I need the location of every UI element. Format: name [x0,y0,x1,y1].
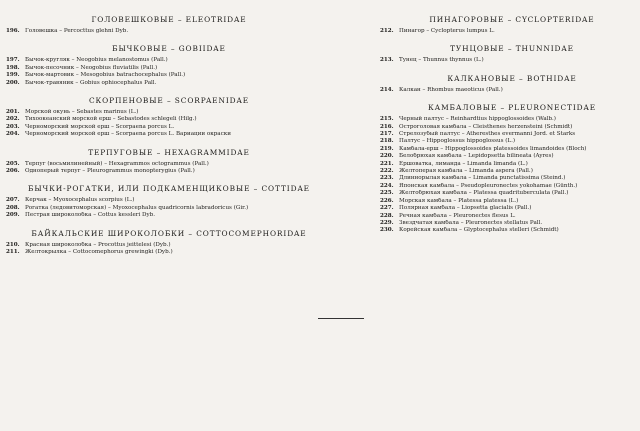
species-entry [6,116,324,123]
family-title: ТУНЦОВЫЕ – THUNNIDAE [450,44,574,54]
entry-text: Бычок-кругляк – Neogobius melanostomus (Pall.) [25,57,168,64]
family-title: КАЛКАНОВЫЕ – BOTHIDAE [447,73,577,83]
entry-text: Палтус – Hippoglossus hippoglossus (L.) [399,138,516,145]
entry-number: 203. [6,123,20,130]
species-entry [380,138,638,145]
species-entry [6,212,324,219]
family-section [6,95,324,139]
entry-number: 220. [380,153,394,160]
entry-text: Ершоватка, лиманда – Limanda limanda (L.) [399,160,528,167]
entry-number: 205. [6,160,20,167]
species-entry [6,80,324,87]
species-entry [6,161,324,168]
entry-text: Красная широколобка – Procottus jeittelesi (Dyb.) [25,241,171,248]
entry-number: 208. [6,204,20,211]
right-column [380,14,638,237]
entry-number: 226. [380,197,394,204]
entry-number: 219. [380,145,394,152]
end-rule-divider [318,318,364,319]
entry-text: Бычок-песочник – Neogobius fluviatilis (Pall.) [25,64,158,71]
species-entry [380,205,638,212]
family-section [380,73,638,94]
species-entry [6,131,324,138]
entry-text: Черноморский морской ерш – Scorpaena porcus L. Вариации окраски [25,131,232,138]
entry-text: Черноморский морской ерш – Scorpaena porcus L. [25,123,175,130]
entry-number: 201. [6,109,20,116]
family-section [6,14,324,35]
entry-number: 214. [380,86,394,93]
entry-text: Рогатка (ледовитоморская) – Myoxocephalus quadricornis labradoricus (Gir.) [25,204,249,211]
entry-number: 228. [380,212,394,219]
species-entry [6,57,324,64]
entry-number: 198. [6,64,20,71]
entry-number: 210. [6,241,20,248]
entry-text: Желтокрылка – Cottocomephorus grewingki (Dyb.) [25,249,173,256]
entry-number: 206. [6,168,20,175]
entry-text: Камбала-ерш – Hippoglossoides platessoides limandoides (Bloch) [399,145,587,152]
entry-number: 216. [380,123,394,130]
entry-number: 227. [380,205,394,212]
entry-text: Японская камбала – Pseudopleuronectes yokohamae (Günth.) [399,182,578,189]
species-entry [6,168,324,175]
entry-text: Желтоперая камбала – Limanda aspera (Pall.) [399,168,533,175]
species-entry [380,183,638,190]
entry-text: Бычок-травяник – Gobius ophiocephalus Pall. [25,79,157,86]
family-section [380,43,638,64]
entry-text: Полярная камбала – Liopsetta glacialis (Pall.) [399,205,532,212]
entry-number: 204. [6,131,20,138]
species-entry [380,168,638,175]
family-title: БЫЧКОВЫЕ – GOBIIDAE [112,44,226,54]
family-title: ТЕРПУГОВЫЕ – HEXAGRAMMIDAE [88,147,250,157]
family-section [6,43,324,87]
entry-text: Керчак – Myoxocephalus scorpius (L.) [25,197,135,204]
family-section [6,183,324,219]
entry-text: Стрелозубый палтус – Atheresthes evermanni Jord. et Starks [399,131,576,138]
family-title: ГОЛОВЕШКОВЫЕ – ELEOTRIDAE [91,15,247,24]
family-section [380,14,638,35]
entry-text: Пестрая широколобка – Cottus kessleri Dyb. [25,212,156,219]
entry-number: 200. [6,79,20,86]
species-entry [380,131,638,138]
species-entry [380,153,638,160]
left-column [6,14,324,259]
family-section [6,228,324,257]
species-entry [6,109,324,116]
family-section [380,102,638,235]
species-entry [380,124,638,131]
entry-text: Терпуг (восьмилинейный) – Hexagrammos octogrammus (Pall.) [25,160,209,167]
species-entry [380,227,638,234]
family-title: СКОРПЕНОВЫЕ – SCORPAENIDAE [88,96,250,106]
family-title: КАМБАЛОВЫЕ – PLEURONECTIDAE [427,103,597,113]
entry-text: Желтобрюхая камбала – Platessa quadrituberculata (Pall.) [399,190,569,197]
species-entry [380,146,638,153]
entry-number: 221. [380,160,394,167]
entry-text: Тихоокеанский морской ерш – Sebastodes schlegeli (Hilg.) [25,116,197,123]
entry-text: Корейская камбала – Glyptocephalus stelleri (Schmidt) [399,227,559,234]
entry-text: Тунец – Thunnus thynnus (L.) [399,57,484,64]
entry-text: Одноперый терпуг – Pleurogrammus monopterygius (Pall.) [25,168,195,175]
entry-text: Бычок-мартовик – Mesogobius batrachocephalus (Pall.) [25,72,186,79]
species-entry [6,249,324,256]
entry-text: Головешка – Percocttus glehni Dyb. [25,28,129,34]
entry-text: Белобрюхая камбала – Lepidopsetta bilineata (Ayres) [399,153,554,160]
family-title: БАЙКАЛЬСКИЕ ШИРОКОЛОБКИ – COTTOCOMEPHORIDAE [31,228,307,238]
entry-number: 224. [380,182,394,189]
species-entry [380,28,638,35]
entry-number: 207. [6,197,20,204]
species-entry [6,65,324,72]
entry-number: 223. [380,175,394,182]
entry-number: 209. [6,212,20,219]
entry-number: 199. [6,72,20,79]
entry-number: 212. [380,28,394,34]
entry-number: 197. [6,57,20,64]
species-entry [380,213,638,220]
species-entry [380,116,638,123]
entry-text: Морской окунь – Sebastes marinus (L.) [25,109,139,116]
entry-number: 222. [380,168,394,175]
species-entry [6,72,324,79]
entry-text: Калкан – Rhombus maeoticus (Pall.) [399,86,503,93]
species-entry [380,175,638,182]
entry-text: Длиннорылая камбала – Limanda punctatissima (Steind.) [399,175,566,182]
entry-text: Морская камбала – Platessa platessa (L.) [399,197,519,204]
species-entry [6,205,324,212]
entry-text: Речная камбала – Pleuronectes flesus L. [399,212,516,219]
family-title: ПИНАГОРОВЫЕ – CYCLOPTERIDAE [429,15,595,24]
species-entry [6,124,324,131]
entry-number: 218. [380,138,394,145]
entry-text: Звездчатая камбала – Pleuronectes stellatus Pall. [399,219,543,226]
entry-number: 196. [6,28,20,34]
entry-number: 202. [6,116,20,123]
entry-number: 217. [380,131,394,138]
species-entry [380,220,638,227]
family-section [6,147,324,176]
species-entry [6,242,324,249]
entry-text: Черный палтус – Reinhardtius hippoglossoides (Walb.) [399,116,556,123]
species-entry [380,198,638,205]
entry-number: 213. [380,57,394,64]
species-entry [6,197,324,204]
species-entry [380,161,638,168]
family-title: БЫЧКИ-РОГАТКИ, ИЛИ ПОДКАМЕНЩИКОВЫЕ – COTTIDAE [28,184,310,194]
entry-number: 211. [6,249,20,256]
species-entry [380,57,638,64]
species-entry [380,87,638,94]
entry-text: Пинагор – Cyclopterus lumpus L. [399,28,495,34]
entry-number: 230. [380,227,394,234]
entry-number: 229. [380,219,394,226]
entry-number: 225. [380,190,394,197]
species-entry [6,28,324,35]
entry-number: 215. [380,116,394,123]
entry-text: Остроголовая камбала – Cleisthenes herzensteini (Schmidt) [399,123,573,130]
species-entry [380,190,638,197]
